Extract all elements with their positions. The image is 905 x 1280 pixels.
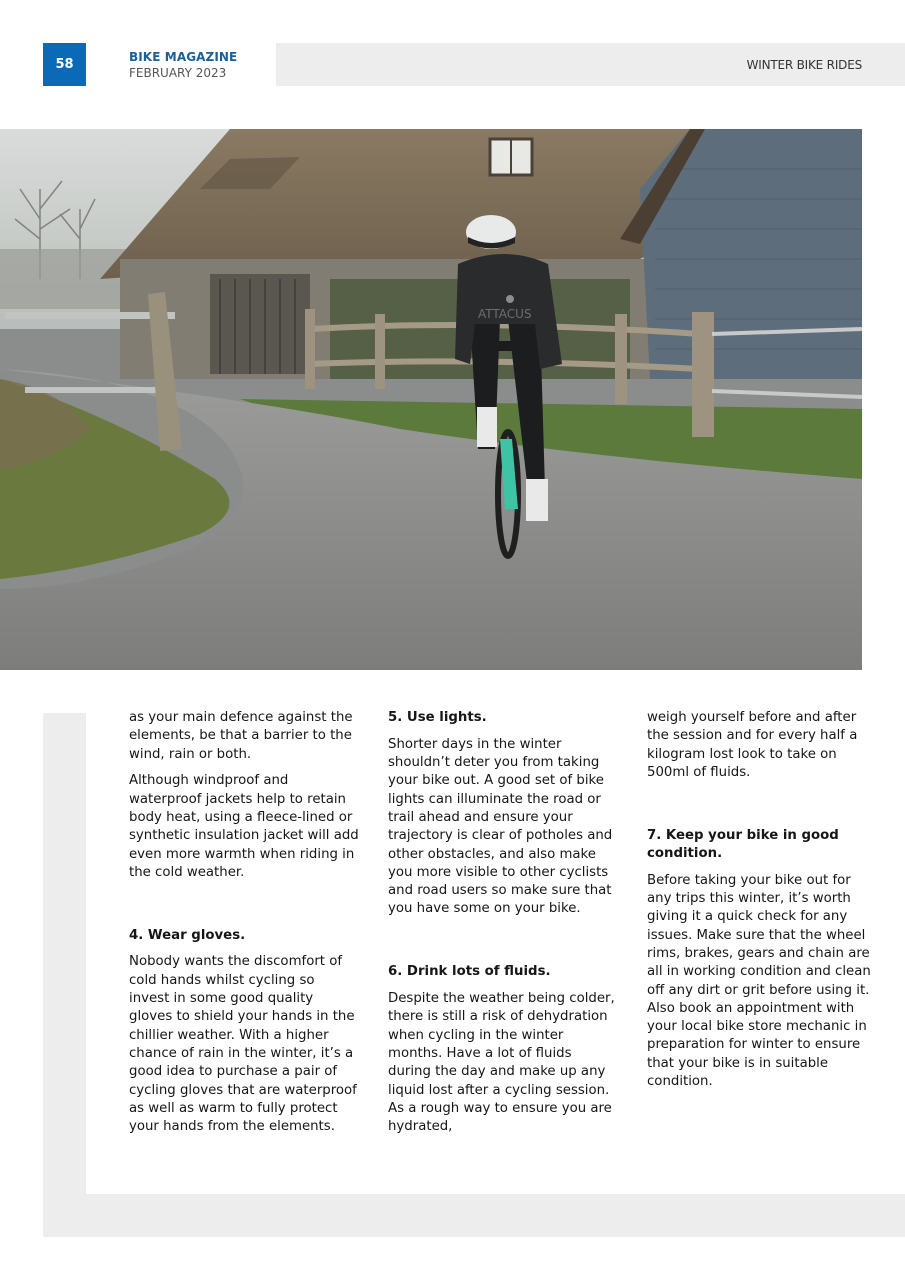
subheading: 5. Use lights. xyxy=(388,710,487,725)
paragraph: Before taking your bike out for any trips this winter, it’s worth giving it a quick check for any issues. Make sure that the wheel rims, brakes, gears and chain are all in working condition and clean off any dirt or grit before using it. Also book an appointment with your local bike store mechanic in preparation for winter to ensure that your bike is in suitable condition. xyxy=(647,872,871,1090)
article-column-1 xyxy=(129,709,359,1145)
paragraph: Shorter days in the winter shouldn’t deter you from taking your bike out. A good set of bike lights can illuminate the road or trail ahead and ensure your trajectory is clear of potholes and other obstacles, and also make you more visible to other cyclists and road users so make sure that you have some on your bike. xyxy=(388,736,613,917)
subheading: 6. Drink lots of fluids. xyxy=(388,964,551,980)
frame-left-bar xyxy=(43,713,86,1237)
page-number: 58 xyxy=(43,43,86,86)
section-title: WINTER BIKE RIDES xyxy=(746,57,862,72)
subheading: 7. Keep your bike in good condition. xyxy=(647,827,839,861)
article-column-2 xyxy=(388,709,618,1145)
paragraph: Although windproof and waterproof jackets help to retain body heat, using a fleece-lined or synthetic insulation jacket will add even more warmth when riding in the cold weather. xyxy=(129,773,359,880)
paragraph: weigh yourself before and after the session and for every half a kilogram lost look to take on 500ml of fluids. xyxy=(647,710,858,780)
section-bar xyxy=(276,43,905,86)
magazine-masthead xyxy=(129,49,237,81)
article-column-3 xyxy=(647,709,877,1100)
paragraph: Nobody wants the discomfort of cold hands whilst cycling so invest in some good quality gloves to shield your hands in the chillier weather. With a higher chance of rain in the winter, it’s a good idea to purchase a pair of cycling gloves that are waterproof as well as warm to fully protect your hands from the elements. xyxy=(129,954,357,1135)
issue-date: FEBRUARY 2023 xyxy=(129,66,227,80)
cyclist-photo xyxy=(0,129,862,670)
paragraph: as your main defence against the elements, be that a barrier to the wind, rain or both. xyxy=(129,710,353,762)
magazine-name: BIKE MAGAZINE xyxy=(129,50,238,64)
paragraph: Despite the weather being colder, there is still a risk of dehydration when cycling in the winter months. Have a lot of fluids during the day and make up any liquid lost after a cycling session. As a rough way to ensure you are hydrated, xyxy=(388,991,615,1135)
subheading: 4. Wear gloves. xyxy=(129,927,246,943)
frame-bottom-bar xyxy=(43,1194,905,1237)
jersey-text: ATTACUS xyxy=(478,307,532,321)
cyclist-photo-illustration xyxy=(0,129,862,670)
